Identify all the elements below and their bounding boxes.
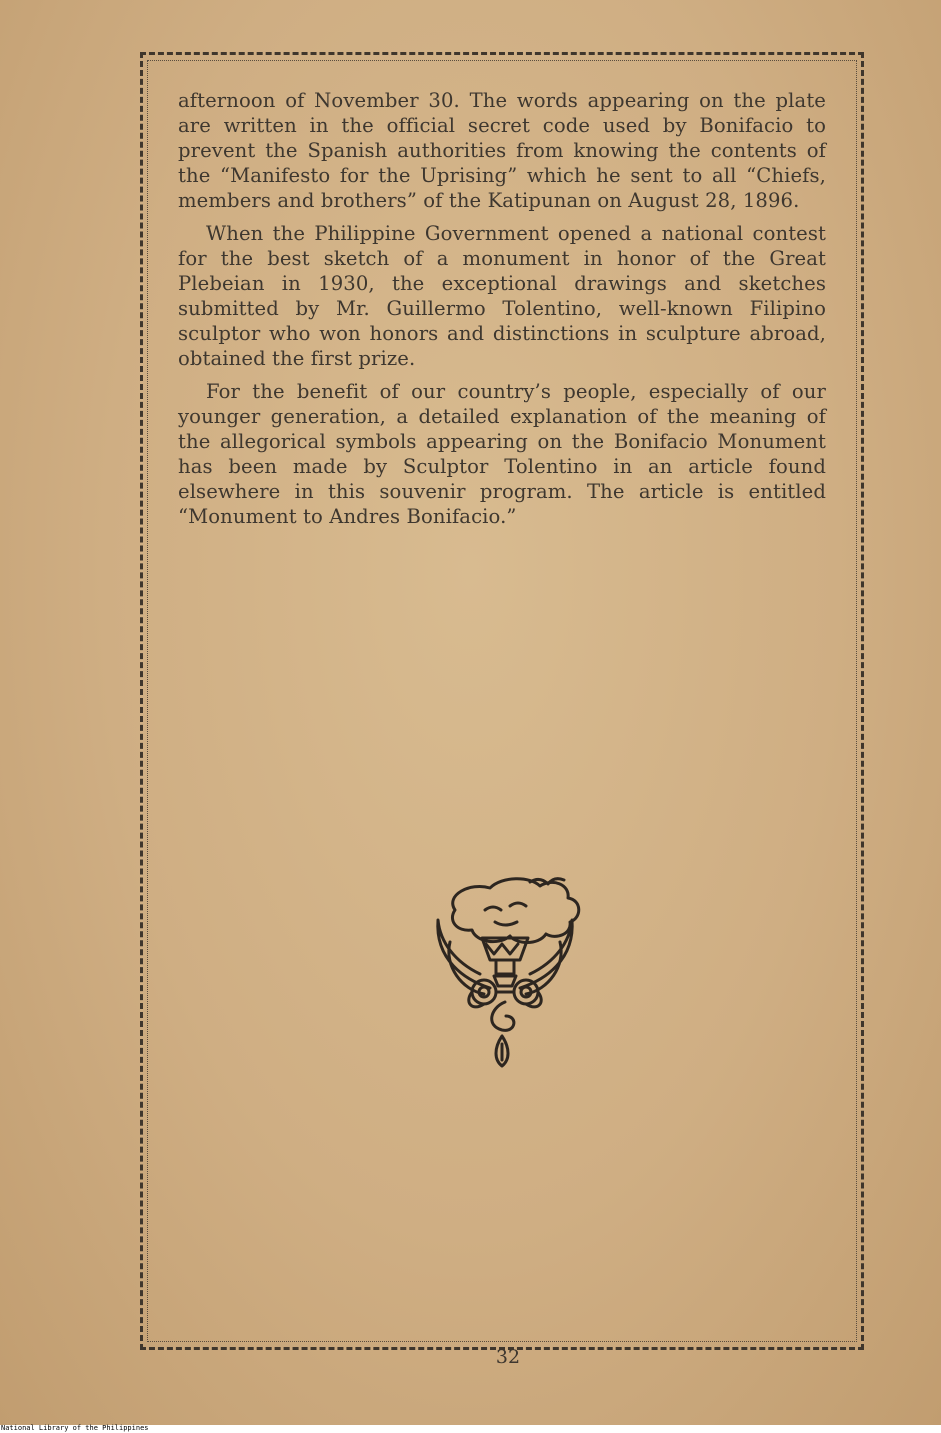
paragraph-explanation: For the benefit of our country’s people, especially of our younger generation, a detailed explanation of the meaning of the allegorical symbols appearing on the Bonifacio Monument has been made by Sculptor Tolentino in an article found elsewhere in this souvenir program. The article is entitled “Monument to Andres Bonifacio.”	[178, 380, 826, 528]
paragraph-contest: When the Philippine Government opened a national contest for the best sketch of a monument in honor of the Great Plebeian in 1930, the exceptional drawings and sketches submitted by Mr. Guillermo Tolentino, well-known Filipino sculptor who won honors and distinctions in sculpture abroad, obtained the first prize.	[178, 222, 826, 370]
page-number: 32	[495, 1346, 521, 1368]
body-text	[178, 88, 826, 537]
library-credit: National Library of the Philippines	[1, 1424, 149, 1432]
paragraph-continuation: afternoon of November 30. The words appearing on the plate are written in the official secret code used by Bonifacio to prevent the Spanish authorities from knowing the contents of the “Manifesto for the Uprising” which he sent to all “Chiefs, members and brothers” of the Katipunan on August 28, 1896.	[178, 89, 826, 212]
torch-emblem-icon	[410, 870, 595, 1080]
